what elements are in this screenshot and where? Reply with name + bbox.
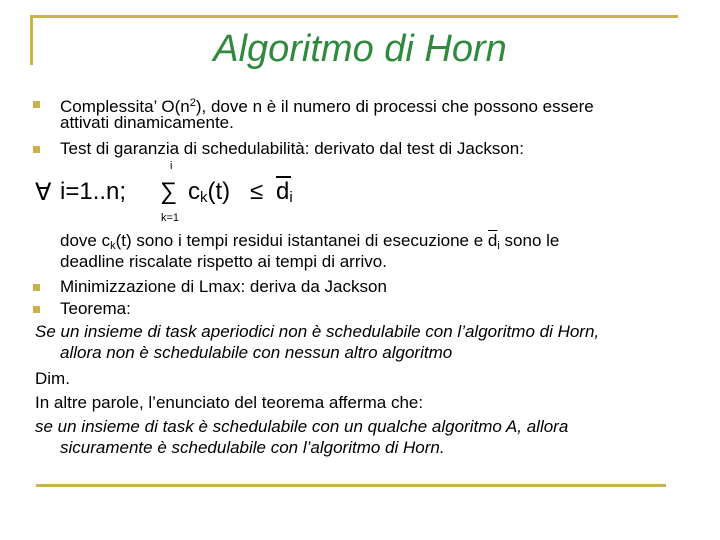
formula-d-sub: i [289,189,293,206]
conclusion-line2: sicuramente è schedulabile con l’algoritmo di Horn. [60,438,445,457]
bullet-theorem: Teorema: [60,299,131,318]
formula-d-overline [276,176,291,178]
frame-horizontal-line [30,15,678,18]
formula-sum-upper: i [170,160,173,172]
where-text-b: (t) sono i tempi residui istantanei di esecuzione e [115,231,488,250]
bullet-complexity-line2: attivati dinamicamente. [60,113,234,132]
decorative-bottom-line [36,484,666,487]
formula-forall: ∀ [35,179,52,206]
formula-c-sub: k [200,189,208,206]
formula-d [276,178,293,206]
bullet-marker [33,146,40,153]
formula-range: i=1..n; [60,178,127,205]
formula-sum-symbol: ∑ [160,178,178,205]
complexity-text-b: ), dove n è il numero di processi che possono essere [195,97,594,116]
bullet-marker [33,284,40,291]
where-text-c: sono le [499,231,560,250]
bullet-guarantee-test: Test di garanzia di schedulabilità: derivato dal test di Jackson: [60,139,524,158]
formula-leq: ≤ [250,178,264,205]
bullet-marker [33,306,40,313]
where-sub-i: i [497,240,500,252]
complexity-text-a: Complessita’ O(n [60,97,190,116]
bullet-marker [33,101,40,108]
where-sub-k: k [110,240,116,252]
where-text-a: dove c [60,231,111,250]
formula-c: c [188,178,200,205]
where-d-overlined: $\overline{d}$ [487,231,498,250]
where-explanation-line2: deadline riscalate rispetto ai tempi di arrivo. [60,252,387,271]
formula-t: (t) [207,178,231,205]
conclusion: se un insieme di task è schedulabile con un qualche algoritmo A, allora [35,417,569,436]
complexity-exponent: 2 [189,97,196,109]
formula-sum-lower: k=1 [161,212,180,224]
formula-term [188,178,230,206]
theorem-statement-line2: allora non è schedulabile con nessun altro algoritmo [60,343,453,362]
proof-label: Dim. [35,369,70,388]
slide-title: Algoritmo di Horn [213,28,507,70]
restatement-intro: In altre parole, l’enunciato del teorema afferma che: [35,393,424,412]
formula-d-letter: d [276,178,290,205]
bullet-lmax: Minimizzazione di Lmax: deriva da Jackson [60,277,387,296]
theorem-statement: Se un insieme di task aperiodici non è schedulabile con l’algoritmo di Horn, [35,322,600,341]
